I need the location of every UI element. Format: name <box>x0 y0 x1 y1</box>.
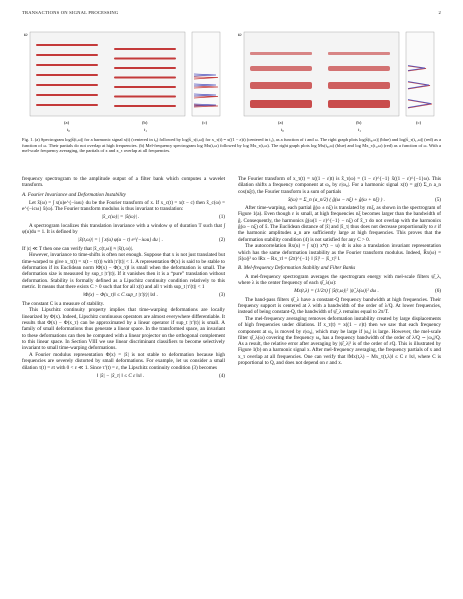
figure-caption: Fig. 1. (a) Spectrogram log|x̂(t,ω)| for a harmonic signal x(t) (centered in t₀) followed by log|x̂_τ(t,ω)| for x_τ(t) = x((1 − ε)t) (centered in t₁), as a function of t and ω. The right graph plots log|x̂(t₀,ω)| (blue) and log|x̂_τ(t₁,ω)| (red) as a function of ω. Their partials do not overlap at high frequencies. (b) Mel-frequency spectrogram log Mx(t,ω) followed by log Mx_τ(t,ω). The right graph plots log Mx(t₀,ω) (blue) and log Mx_τ(t₁,ω) (red) as a function of ω. With a mel-scale frequency averaging, the partials of x and x_τ overlap at all frequencies. <box>22 137 441 154</box>
svg-text:(b): (b) <box>142 120 148 125</box>
right-column <box>238 176 441 367</box>
svg-text:(a): (a) <box>278 120 284 125</box>
equation-5: x̂(ω) = Σ_n (a_n/2) ( ĝ(ω − nξ) + ĝ(ω + nξ) ) . (5) <box>288 196 441 203</box>
equation-4: ‖ |x̂| − |x̂_τ| ‖ ≤ C ε ‖x‖ . (4) <box>96 372 225 379</box>
svg-text:t₁: t₁ <box>358 127 361 132</box>
svg-text:ω: ω <box>24 33 28 38</box>
intro-paragraph: frequency spectrogram to the amplitude output of a filter bank which computes a wavelet transform. <box>22 176 225 189</box>
svg-text:(c): (c) <box>202 120 208 125</box>
paragraph: This Lipschitz continuity property implies that time-warping deformations are locally linearized by Φ(x). Indeed, Lipschitz continuous operators are almost everywhere differentiable. It results that Φ(x) − Φ(x_τ) can be approximated by a linear operator if sup_t |τ′(t)| is small. A family of small deformations thus generate a linear space. In the transformed space, an invariant to these deformations can then be computed with a linear projector on the orthogonal complement to this linear space. In Section VIII we use linear discriminant classifiers to become selectively invariant to small time-warping deformations. <box>22 307 225 352</box>
svg-text:ω: ω <box>238 33 242 38</box>
paragraph: A Fourier modulus representation Φ(x) = |x̂| is not stable to deformation because high frequencies are severely distorted by small deformations. For example, let us consider a small dilation τ(t) = εt with 0 < ε ≪ 1. Since τ′(t) = ε, the Lipschitz continuity condition (3) becomes <box>22 351 225 371</box>
figure-panel-b <box>236 26 441 136</box>
mel-spectrogram-panel-b <box>236 26 441 136</box>
paragraph: However, invariance to time-shifts is often not enough. Suppose that x is not just translated but time-warped to give x_τ(t) = x(t − τ(t)) with |τ′(t)| < 1. A representation Φ(x) is said to be stable to deformation if its Euclidean norm ‖Φ(x) − Φ(x_τ)‖ is small when the deformation is small. The deformation size is measured by sup_t |τ′(t)|. If it vanishes then it is a “pure” translation without deformation. Stability is formally defined as a Lipschitz continuity condition relatively to this metric. It means that there exists C > 0 such that for all x(t) and all τ with sup_t |τ′(t)| < 1 <box>22 252 225 290</box>
paragraph: The mel-frequency averaging removes deformation instability created by large displacements of high frequencies under dilations. If x_τ(t) = x((1 − ε)t) then we saw that each frequency component at ω₀ is moved by ε|ω₀|, which may be large if |ω₀| is large. However, the mel-scale filter ψ̂_λ(ω) covering the frequency ω₀ has a frequency bandwidth of the order of λ/Q ∼ |ω₀|/Q. As a result, the relative error after averaging by |ψ̂_λ|² is of the order of εQ. This is illustrated by Figure 1(b) on a harmonic signal x. After mel-frequency averaging, the frequency partials of x and x_τ overlap at all frequencies. One can verify that ‖Mx(t,λ) − Mx_τ(t,λ)‖ ≤ C ε ‖x‖, where C is proportional to Q, and does not depend on ε and x. <box>238 315 441 367</box>
equation-6: Mx(t,λ) = (1/2π) ∫ |x̂(t,ω)|² |ψ̂_λ(ω)|² dω . (6) <box>294 288 441 295</box>
section-a-heading: A. Fourier Invariance and Deformation Instability <box>22 191 126 198</box>
svg-text:t₀: t₀ <box>67 127 70 132</box>
paragraph: The autocorrelation Rx(u) = ∫ x(t) x*(t − u) dt is also a translation invariant representation which has the same deformation instability as the Fourier transform modulus. Indeed, R̂x(ω) = |x̂(ω)|² so ‖Rx − Rx_τ‖ = (2π)^{−1} ‖ |x̂|² − |x̂_τ|² ‖. <box>238 243 441 263</box>
figure-panel-a <box>22 26 227 136</box>
running-head <box>22 10 441 15</box>
left-column <box>22 176 225 381</box>
paragraph: The band-pass filters ψ̂_λ have a constant-Q frequency bandwidth at high frequencies. Their frequency support is centered at λ with a bandwidth of the order of λ/Q. At lower frequencies, instead of being constant-Q, the bandwidth of ψ̂_λ remains equal to 2π/T. <box>238 296 441 316</box>
svg-text:(c): (c) <box>416 120 422 125</box>
paragraph: If |c| ≪ T then one can verify that |x̂_c(t,ω)| ≈ |x̂(t,ω)|. <box>22 245 133 252</box>
svg-text:t₁: t₁ <box>144 127 147 132</box>
svg-text:t₀: t₀ <box>281 127 284 132</box>
paragraph: Let x̂(ω) = ∫ x(u)e^{−iωu} du be the Fourier transform of x. If x_c(t) = x(t − c) then x̂_c(ω) = e^{−icω} x̂(ω). The Fourier transform modulus is thus invariant to translation: <box>22 199 225 213</box>
paragraph: A spectrogram localizes this translation invariance with a window φ of duration T such that ∫ φ(u)du = 1. It is defined by <box>22 222 225 236</box>
equation-3: ‖Φ(x) − Φ(x_τ)‖ ≤ C sup_t |τ′(t)| ‖x‖ . (3) <box>83 292 225 299</box>
paragraph: The Fourier transform of x_τ(t) = x((1 − ε)t) is x̂_τ(ω) = (1 − ε)^{−1} x̂((1 − ε)^{−1}ω). This dilation shifts a frequency component at ω₀ by ε|ω₀|. For a harmonic signal x(t) = g(t) Σ_n a_n cos(nξt), the Fourier transform is a sum of partials <box>238 176 441 195</box>
equation-2: |x̂(t,ω)| = | ∫ x(u) φ(u − t) e^{−iωu} du | . (2) <box>78 237 225 244</box>
equation-1: |x̂_c(ω)| = |x̂(ω)| . (1) <box>101 214 225 221</box>
paragraph: A mel-frequency spectrogram averages the spectrogram energy with mel-scale filters ψ̂_λ, where λ is the center frequency of each ψ̂_λ(ω): <box>238 273 441 286</box>
paragraph: The constant C is a measure of stability. <box>22 300 105 307</box>
page-number: 2 <box>438 10 441 15</box>
journal-title: TRANSACTIONS ON SIGNAL PROCESSING <box>22 10 119 15</box>
section-b-heading: B. Mel-frequency Deformation Stability and Filter Banks <box>238 265 356 272</box>
svg-text:(b): (b) <box>356 120 362 125</box>
spectrogram-panel-a <box>22 26 227 136</box>
figure-1 <box>22 26 441 136</box>
svg-text:(a): (a) <box>64 120 70 125</box>
paragraph: After time-warping, each partial ĝ(ω ± nξ) is translated by εnξ, as shown in the spectrogram of Figure 1(a). Even though ε is small, at high frequencies nξ becomes larger than the bandwidth of ĝ. Consequently, the harmonics ĝ(ω(1 − ε)^{−1} − nξ) of x̂_τ do not overlap with the harmonics ĝ(ω − nξ) of x̂. The Euclidean distance of |x̂| and |x̂_τ| thus does not decrease proportionally to ε if the harmonic amplitudes a_n are sufficiently large at high frequencies. This proves that the deformation stability condition (4) is not satisfied for any C > 0. <box>238 205 441 243</box>
